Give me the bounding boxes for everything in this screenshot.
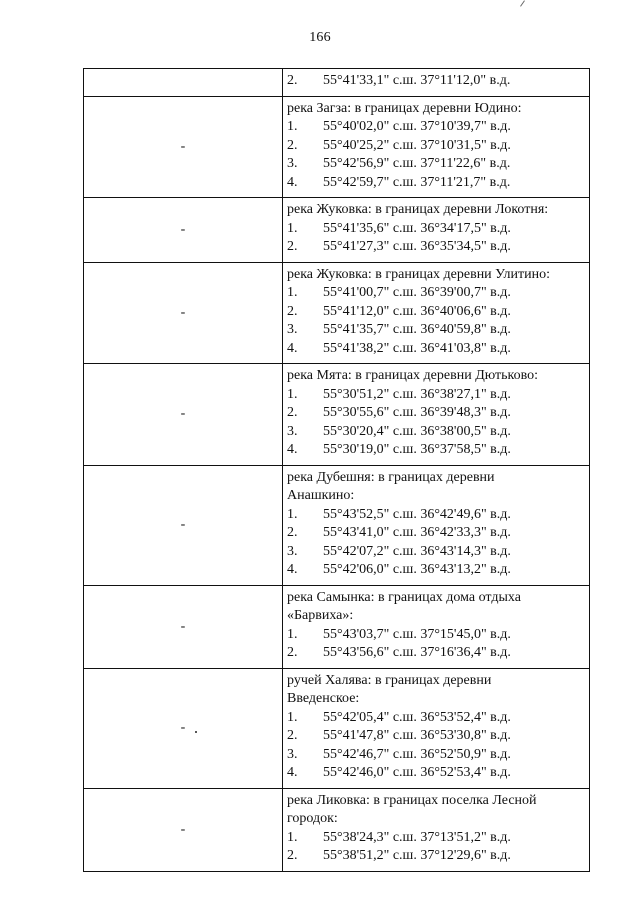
water-body-heading: Введенское:: [287, 691, 360, 706]
coordinate-value: 55°42'06,0" с.ш. 36°43'13,2" в.д.: [323, 562, 511, 577]
row-marker: -: [180, 720, 186, 735]
row-content-cell: [283, 668, 590, 788]
coordinate-item: [287, 404, 583, 423]
table-row: [84, 465, 590, 585]
coordinate-item: [287, 764, 583, 783]
coordinate-number: 2.: [287, 645, 298, 660]
coordinate-number: 1.: [287, 119, 298, 134]
coordinate-value: 55°43'41,0" с.ш. 36°42'33,3" в.д.: [323, 525, 511, 540]
coordinate-value: 55°42'07,2" с.ш. 36°43'14,3" в.д.: [323, 543, 511, 559]
coordinate-value: 55°43'56,6" с.ш. 37°16'36,4" в.д.: [323, 645, 511, 660]
coordinate-item: [287, 441, 583, 460]
coordinate-number: 1.: [287, 386, 298, 402]
coordinate-item: [287, 709, 583, 728]
coordinate-number: 1.: [287, 285, 298, 300]
page-corner-mark: [520, 0, 525, 6]
coordinate-number: 3.: [287, 746, 298, 762]
row-marker-cell: [84, 788, 283, 871]
coordinate-value: 55°41'33,1" с.ш. 37°11'12,0" в.д.: [323, 73, 511, 88]
coordinate-number: 4.: [287, 562, 298, 577]
coordinate-value: 55°41'35,7" с.ш. 36°40'59,8" в.д.: [323, 322, 511, 337]
coordinate-item: [287, 72, 583, 91]
row-marker: -: [180, 138, 186, 154]
coordinate-item: [287, 321, 583, 340]
coordinate-item: [287, 727, 583, 746]
row-marker-cell: [84, 198, 283, 263]
coordinate-item: [287, 340, 583, 359]
coordinate-number: 1.: [287, 626, 298, 642]
row-marker-cell: [84, 364, 283, 466]
table-row: [84, 364, 590, 466]
table-row: [84, 69, 590, 97]
coordinate-item: [287, 238, 583, 257]
water-body-heading: городок:: [287, 811, 338, 826]
coordinates-table-body: [84, 69, 590, 872]
coordinate-value: 55°30'51,2" с.ш. 36°38'27,1" в.д.: [323, 386, 511, 402]
table-row: [84, 585, 590, 668]
coordinate-value: 55°30'19,0" с.ш. 36°37'58,5" в.д.: [323, 442, 511, 457]
row-content-cell: [283, 262, 590, 364]
row-marker-cell: [84, 96, 283, 198]
coordinate-value: 55°41'12,0" с.ш. 36°40'06,6" в.д.: [323, 303, 511, 319]
coordinate-number: 3.: [287, 156, 298, 171]
coordinate-item: [287, 155, 583, 174]
coordinate-value: 55°41'38,2" с.ш. 36°41'03,8" в.д.: [323, 340, 511, 356]
coordinate-item: [287, 423, 583, 442]
coordinate-item: [287, 561, 583, 580]
coordinate-value: 55°30'20,4" с.ш. 36°38'00,5" в.д.: [323, 423, 511, 439]
water-body-heading: река Мята: в границах деревни Дютьково:: [287, 368, 539, 383]
coordinate-item: [287, 829, 583, 848]
coordinate-number: 1.: [287, 709, 298, 725]
coordinate-item: [287, 303, 583, 322]
row-content-cell: [283, 585, 590, 668]
coordinate-value: 55°41'47,8" с.ш. 36°53'30,8" в.д.: [323, 728, 511, 743]
scan-speck: [195, 731, 197, 733]
coordinate-value: 55°42'56,9" с.ш. 37°11'22,6" в.д.: [323, 156, 511, 171]
water-body-heading: ручей Халява: в границах деревни: [287, 672, 492, 688]
coordinate-number: 4.: [287, 765, 298, 780]
coordinate-item: [287, 118, 583, 137]
coordinate-number: 4.: [287, 442, 298, 457]
row-marker: -: [180, 304, 186, 320]
water-body-heading: «Барвиха»:: [287, 608, 354, 623]
coordinate-item: [287, 284, 583, 303]
row-marker-cell: [84, 262, 283, 364]
row-content-cell: [283, 465, 590, 585]
coordinate-item: [287, 524, 583, 543]
coordinate-number: 4.: [287, 174, 298, 190]
coordinate-value: 55°43'52,5" с.ш. 36°42'49,6" в.д.: [323, 506, 511, 522]
coordinate-item: [287, 626, 583, 645]
row-content-cell: [283, 96, 590, 198]
coordinate-item: [287, 543, 583, 562]
coordinate-value: 55°38'24,3" с.ш. 37°13'51,2" в.д.: [323, 829, 511, 845]
row-marker-cell: [84, 69, 283, 97]
coordinate-value: 55°42'59,7" с.ш. 37°11'21,7" в.д.: [323, 174, 511, 190]
row-marker: -: [180, 406, 186, 422]
coordinate-number: 3.: [287, 423, 298, 439]
coordinate-number: 4.: [287, 340, 298, 356]
table-row: [84, 96, 590, 198]
coordinate-value: 55°30'55,6" с.ш. 36°39'48,3" в.д.: [323, 405, 511, 420]
row-marker-cell: [84, 585, 283, 668]
row-marker: -: [180, 517, 186, 532]
coordinate-item: [287, 386, 583, 405]
coordinate-item: [287, 174, 583, 193]
coordinate-value: 55°41'00,7" с.ш. 36°39'00,7" в.д.: [323, 285, 511, 300]
coordinate-item: [287, 847, 583, 866]
coordinate-value: 55°43'03,7" с.ш. 37°15'45,0" в.д.: [323, 626, 511, 642]
row-marker: -: [180, 618, 186, 634]
coordinate-value: 55°42'05,4" с.ш. 36°53'52,4" в.д.: [323, 709, 511, 725]
coordinate-number: 2.: [287, 728, 298, 743]
coordinate-number: 2.: [287, 303, 298, 319]
coordinate-value: 55°38'51,2" с.ш. 37°12'29,6" в.д.: [323, 848, 511, 863]
coordinate-item: [287, 506, 583, 525]
water-body-heading: река Ликовка: в границах поселка Лесной: [287, 792, 537, 808]
row-marker: -: [180, 221, 186, 237]
coordinate-number: 3.: [287, 322, 298, 337]
coordinate-item: [287, 220, 583, 239]
page-number: 166: [309, 30, 331, 45]
table-row: [84, 788, 590, 871]
water-body-heading: река Загза: в границах деревни Юдино:: [287, 100, 522, 116]
row-content-cell: [283, 788, 590, 871]
coordinate-number: 1.: [287, 220, 298, 236]
table-row: [84, 198, 590, 263]
coordinate-number: 2.: [287, 137, 298, 153]
coordinate-item: [287, 644, 583, 663]
row-content-cell: [283, 69, 590, 97]
row-content-cell: [283, 364, 590, 466]
coordinate-number: 2.: [287, 73, 298, 88]
coordinate-item: [287, 746, 583, 765]
water-body-heading: река Самынка: в границах дома отдыха: [287, 589, 521, 605]
coordinate-number: 3.: [287, 543, 298, 559]
table-row: [84, 668, 590, 788]
coordinate-value: 55°41'27,3" с.ш. 36°35'34,5" в.д.: [323, 239, 511, 254]
water-body-heading: Анашкино:: [287, 488, 355, 503]
coordinate-number: 2.: [287, 239, 298, 254]
water-body-heading: река Дубешня: в границах деревни: [287, 469, 495, 485]
coordinates-table: [83, 68, 590, 872]
row-marker: -: [180, 821, 186, 837]
row-marker-cell: [84, 668, 283, 788]
coordinate-value: 55°41'35,6" с.ш. 36°34'17,5" в.д.: [323, 220, 511, 236]
table-row: [84, 262, 590, 364]
coordinate-value: 55°40'25,2" с.ш. 37°10'31,5" в.д.: [323, 137, 511, 153]
coordinate-number: 1.: [287, 829, 298, 845]
coordinate-number: 2.: [287, 848, 298, 863]
row-marker-cell: [84, 465, 283, 585]
coordinate-value: 55°42'46,0" с.ш. 36°52'53,4" в.д.: [323, 765, 511, 780]
coordinate-value: 55°42'46,7" с.ш. 36°52'50,9" в.д.: [323, 746, 511, 762]
coordinate-value: 55°40'02,0" с.ш. 37°10'39,7" в.д.: [323, 119, 511, 134]
water-body-heading: река Жуковка: в границах деревни Локотня:: [287, 202, 549, 217]
row-content-cell: [283, 198, 590, 263]
coordinate-number: 1.: [287, 506, 298, 522]
coordinate-item: [287, 137, 583, 156]
water-body-heading: река Жуковка: в границах деревни Улитино:: [287, 266, 550, 282]
coordinate-number: 2.: [287, 525, 298, 540]
coordinate-number: 2.: [287, 405, 298, 420]
